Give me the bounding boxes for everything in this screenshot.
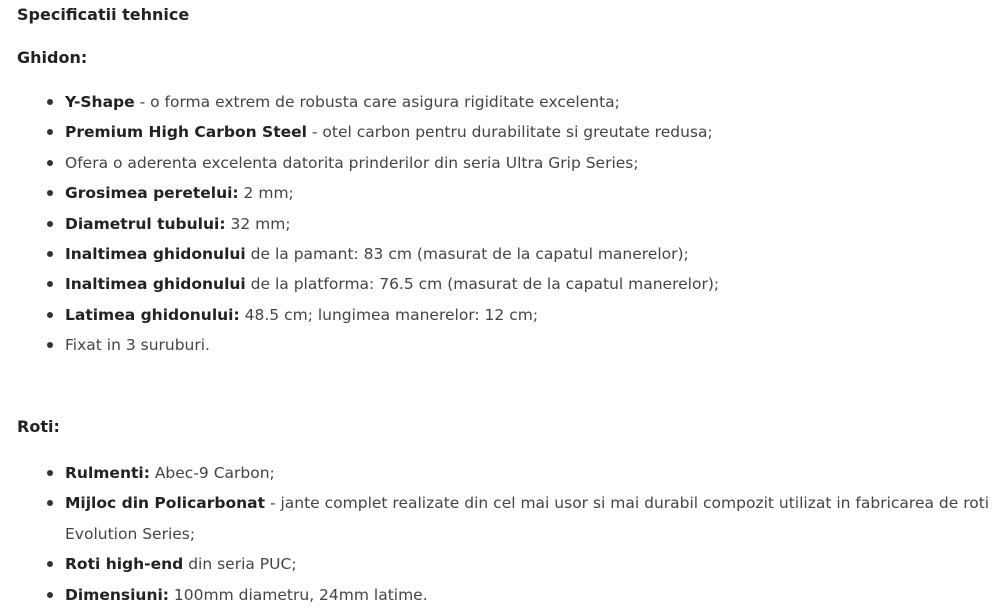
bullet-icon — [47, 312, 53, 318]
item-text: din seria PUC; — [183, 555, 297, 574]
item-bold-label: Premium High Carbon Steel — [65, 123, 307, 142]
bullet-icon — [47, 281, 53, 287]
item-bold-label: Roti high-end — [65, 555, 184, 574]
bullet-icon — [47, 99, 53, 105]
list-item — [0, 580, 1000, 610]
list-item — [0, 87, 1000, 117]
list-item — [0, 330, 1000, 360]
item-bold-label: Inaltimea ghidonului — [65, 245, 246, 264]
item-bold-label: Inaltimea ghidonului — [65, 275, 246, 294]
item-bold-label: Rulmenti: — [65, 464, 150, 482]
list-item — [0, 269, 1000, 299]
list-item — [0, 117, 1000, 147]
page-title: Specificatii tehnice — [17, 5, 190, 24]
bullet-icon — [47, 592, 53, 598]
item-text: 100mm diametru, 24mm latime. — [169, 585, 428, 604]
item-bold-label: Latimea ghidonului: — [65, 305, 240, 324]
bullet-icon — [47, 129, 53, 135]
bullet-icon — [47, 561, 53, 567]
item-bold-label: Dimensiuni: — [65, 585, 169, 604]
item-bold-label: Diametrul tubului: — [65, 214, 226, 233]
item-text: 32 mm; — [225, 214, 291, 233]
roti-spec-list — [0, 458, 1000, 610]
item-text: 2 mm; — [238, 184, 294, 203]
list-item — [0, 488, 1000, 549]
bullet-icon — [47, 500, 53, 506]
section-heading-roti: Roti: — [17, 417, 60, 436]
bullet-icon — [47, 221, 53, 227]
item-text: Fixat in 3 suruburi. — [65, 336, 210, 355]
bullet-icon — [47, 342, 53, 348]
section-heading-ghidon: Ghidon: — [17, 48, 88, 67]
list-item — [0, 178, 1000, 208]
item-bold-label: Mijloc din Policarbonat — [65, 494, 266, 513]
item-text: de la pamant: 83 cm (masurat de la capatul manerelor); — [245, 245, 689, 264]
list-item — [0, 300, 1000, 330]
bullet-icon — [47, 190, 53, 196]
ghidon-spec-list — [0, 87, 1000, 361]
bullet-icon — [47, 470, 53, 476]
list-item — [0, 549, 1000, 579]
list-item — [0, 209, 1000, 239]
list-item — [0, 458, 1000, 488]
bullet-icon — [47, 251, 53, 257]
bullet-icon — [47, 160, 53, 166]
item-bold-label: Y-Shape — [65, 93, 135, 111]
item-text: Ofera o aderenta excelenta datorita prinderilor din seria Ultra Grip Series; — [65, 153, 639, 172]
item-bold-label: Grosimea peretelui: — [65, 184, 239, 203]
item-text: Abec-9 Carbon; — [149, 464, 275, 482]
list-item — [0, 239, 1000, 269]
item-text: - otel carbon pentru durabilitate si greutate redusa; — [306, 123, 713, 142]
item-text: - o forma extrem de robusta care asigura rigiditate excelenta; — [134, 93, 620, 111]
item-text: - jante complet realizate din cel mai usor si mai durabil compozit utilizat in fabricarea de roti Evolution Series; — [65, 494, 990, 543]
list-item — [0, 148, 1000, 178]
item-text: 48.5 cm; lungimea manerelor: 12 cm; — [239, 305, 539, 324]
item-text: de la platforma: 76.5 cm (masurat de la capatul manerelor); — [245, 275, 720, 294]
